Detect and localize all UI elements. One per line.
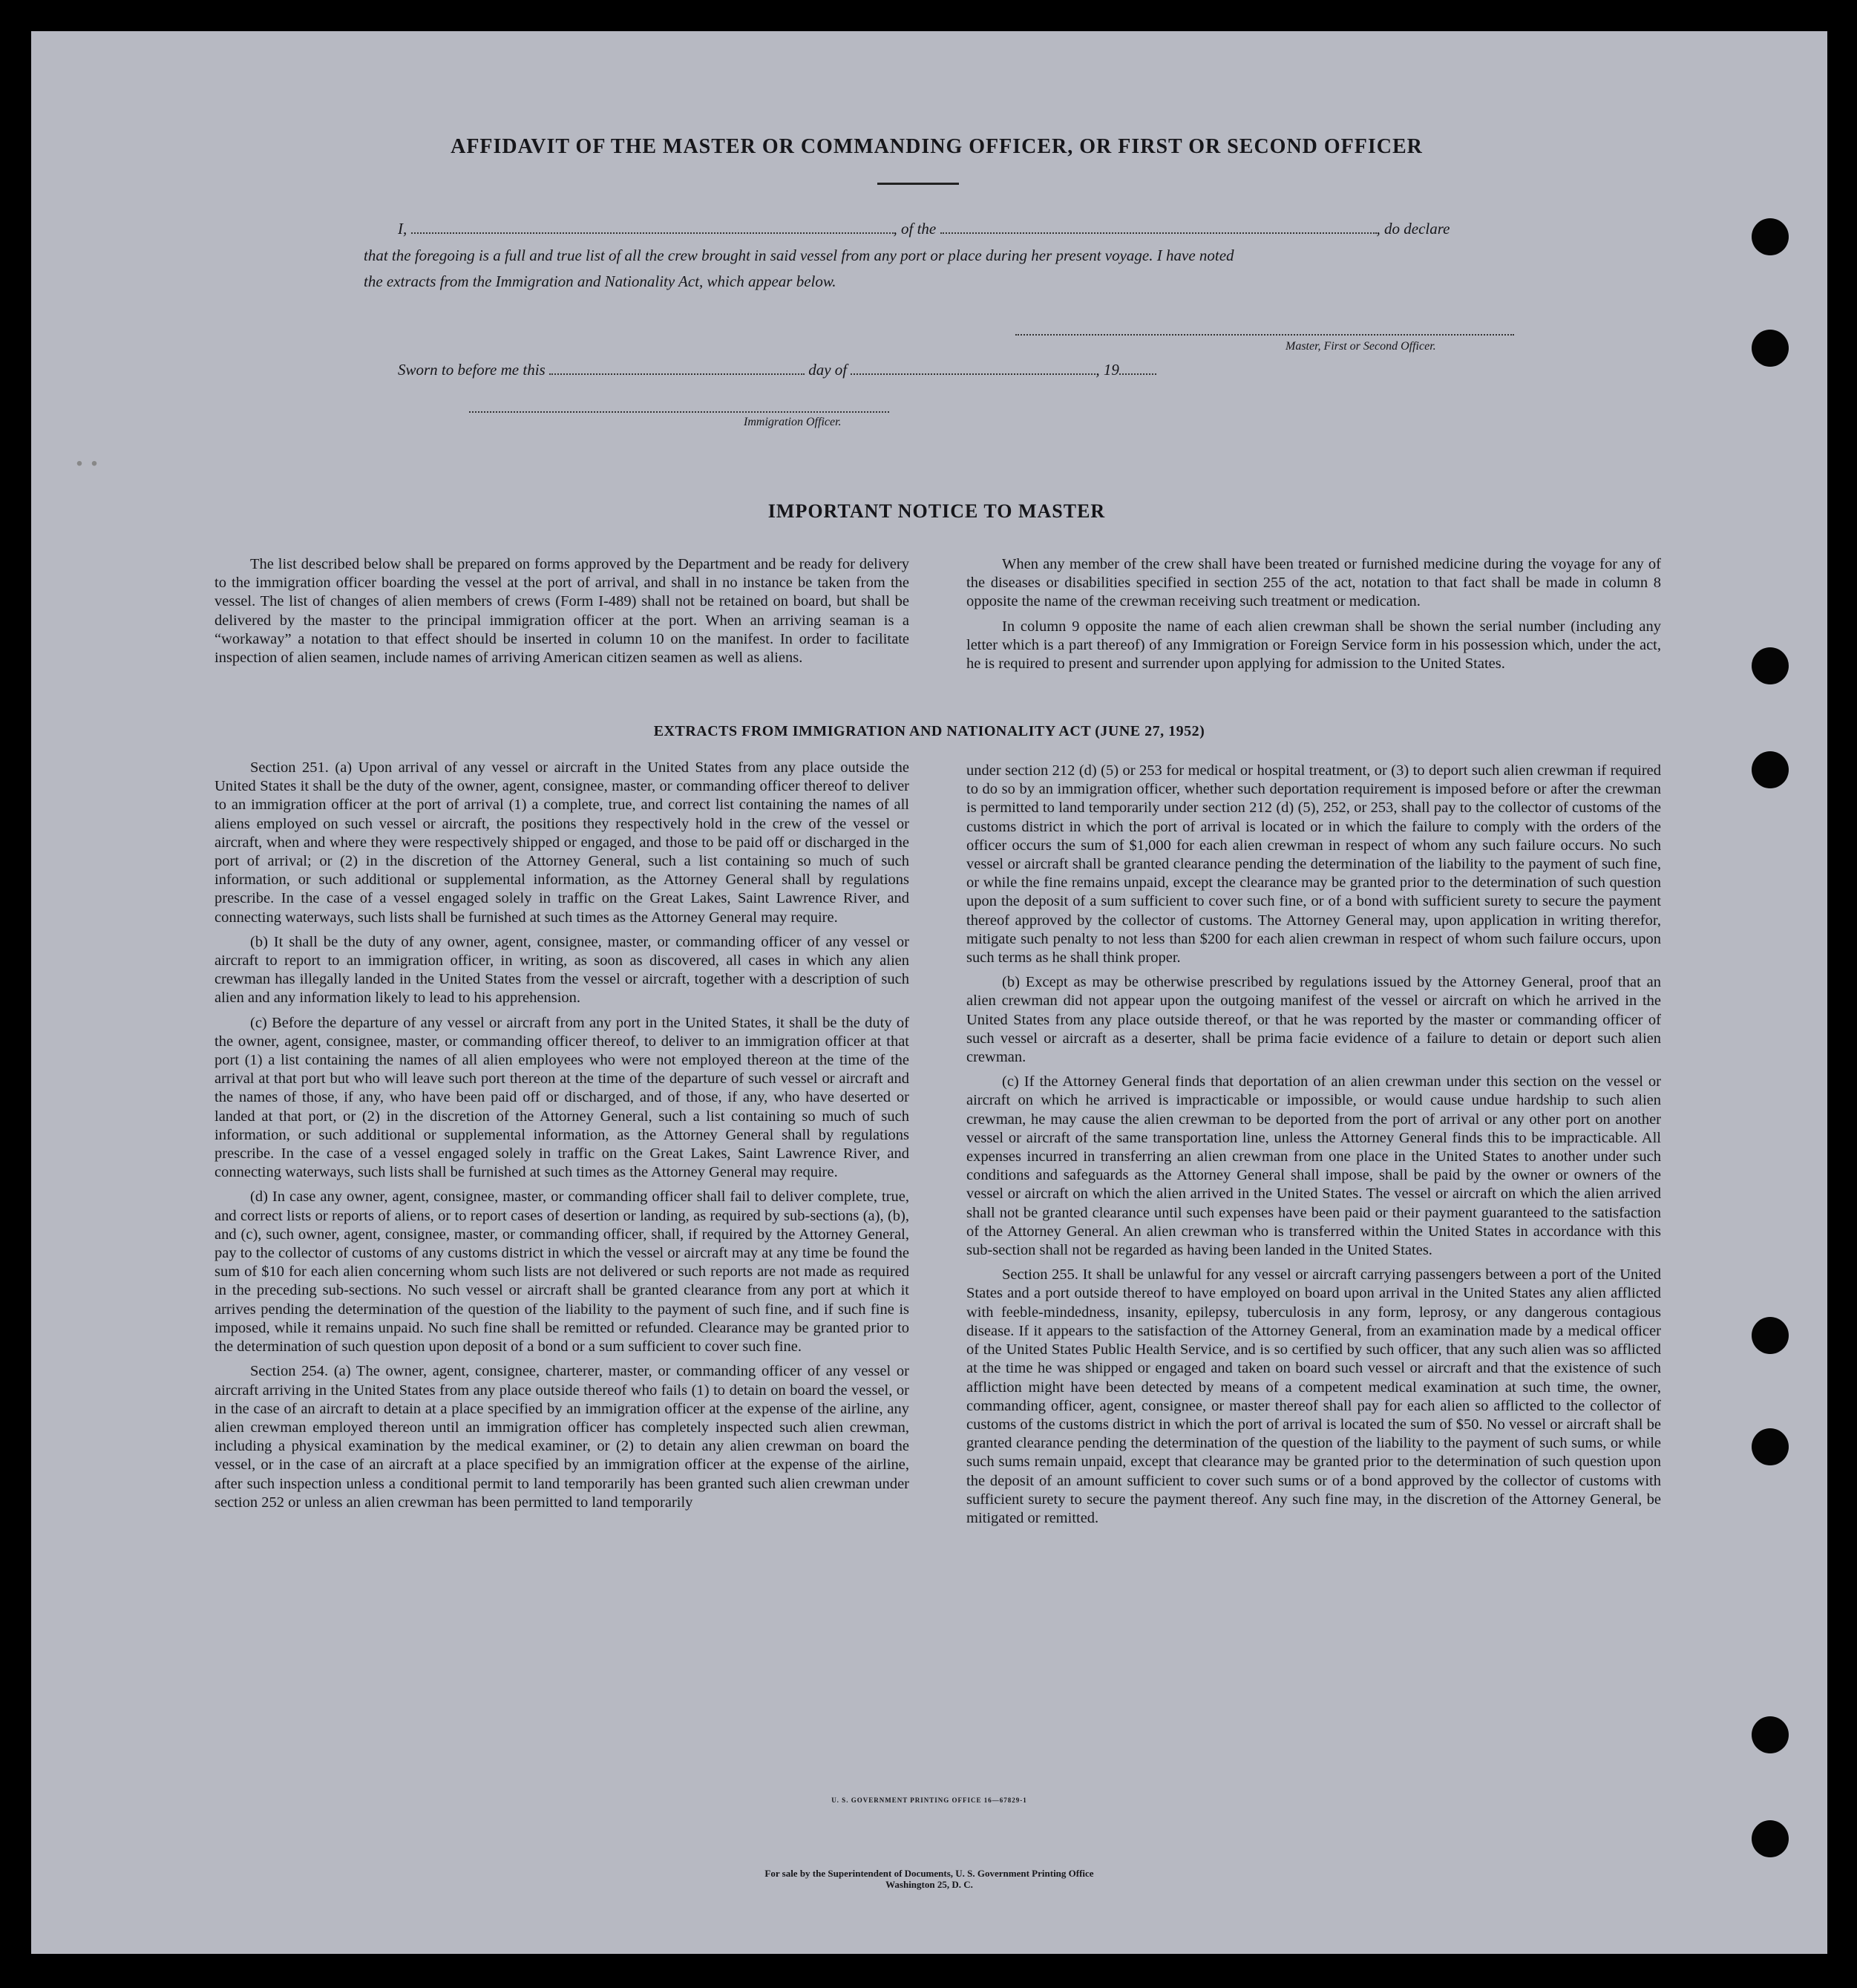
- extract-paragraph: (d) In case any owner, agent, consignee, master, or commanding officer shall fail to deliver complete, true, and correct lists or reports of aliens, or to report cases of desertion or landing, as required by sub-sections (a), (b), and (c), such owner, agent, consignee, master, or commanding officer, shall, if required by the Attorney General, pay to the collector of customs of any customs district in which the vessel or aircraft may at any time be found the sum of $10 for each alien concerning whom such lists are not delivered or such reports are not made as required in the preceding sub-sections. No such vessel or aircraft shall be granted clearance from any port at which it arrives pending the determination of the question of the liability to the payment of such fine, and if such fine is imposed, while it remains unpaid. No such fine shall be remitted or refunded. Clearance may be granted prior to the determination of such question upon deposit of a bond or a sum sufficient to cover such fine.: [214, 1188, 909, 1356]
- officer-signature-line[interactable]: [469, 411, 889, 413]
- sworn-day-field[interactable]: [549, 362, 805, 375]
- extract-paragraph: (c) If the Attorney General finds that deportation of an alien crewman under this section on the vessel or aircraft on which he arrived is impracticable or impossible, or would cause undue hardship to such alien crewman, he may cause the alien crewman to be deported from the port of arrival or any other port on another vessel or aircraft of the same transportation line, unless the Attorney General finds this to be impracticable. All expenses incurred in transferring an alien crewman from one place in the United States to another under such conditions and safeguards as the Attorney General shall impose, shall be paid by the owner or owners of the vessel or aircraft on which the alien arrived in the United States. The vessel or aircraft on which the alien arrived shall not be granted clearance until such expenses have been paid or their payment guaranteed to the satisfaction of the Attorney General. An alien crewman who is transferred within the United States in accordance with this sub-section shall not be regarded as having been landed in the United States.: [966, 1073, 1661, 1259]
- sale-notice: [31, 1868, 1827, 1890]
- affidavit-line-2: that the foregoing is a full and true list of all the crew brought in said vessel from any port or place during her present voyage. I have noted: [364, 246, 1234, 264]
- sworn-year-field[interactable]: [1119, 362, 1156, 375]
- affidavit-title: AFFIDAVIT OF THE MASTER OR COMMANDING OFFICER, OR FIRST OR SECOND OFFICER: [451, 135, 1423, 158]
- extracts-left-column: [214, 759, 909, 1518]
- extract-paragraph: (b) It shall be the duty of any owner, agent, consignee, master, or commanding officer of any vessel or aircraft to report to an immigration officer, in writing, as soon as discovered, all cases in which any alien crewman has illegally landed in the United States from the vessel or aircraft, together with a description of such alien and any information likely to lead to his apprehension.: [214, 933, 909, 1007]
- punch-hole: [1752, 647, 1789, 684]
- stray-mark: . .: [76, 439, 98, 472]
- affidavit-i: I,: [398, 220, 407, 238]
- notice-title: IMPORTANT NOTICE TO MASTER: [767, 500, 1106, 522]
- sale-line-2: Washington 25, D. C.: [885, 1879, 973, 1890]
- extract-paragraph: under section 212 (d) (5) or 253 for medical or hospital treatment, or (3) to deport such alien crewman if required to do so by an immigration officer, whether such deportation requirement is imposed before or after the crewman is permitted to land temporarily under section 212 (d) (5), 252, or 253, shall pay to the collector of customs of the customs district in which the port of arrival is located or in which the failure to comply with the orders of the officer occurs the sum of $1,000 for each alien crewman in respect of whom any such failure occurs. No such vessel or aircraft shall be granted clearance pending the determination of the liability to the payment of such fine, or while the fine remains unpaid, except the clearance may be granted prior to the determination of such question upon the deposit of a sum sufficient to cover such fine, or of a bond with sufficient surety to secure the payment thereof approved by the collector of customs. The Attorney General may, upon application in writing therefor, mitigate such penalty to not less than $200 for each alien crewman in respect of whom such failure occurs, upon such terms as he shall think proper.: [966, 762, 1661, 967]
- punch-hole: [1752, 1428, 1789, 1465]
- extracts-right-column: [966, 762, 1661, 1534]
- form-page: [31, 31, 1827, 1954]
- punch-hole: [1752, 330, 1789, 367]
- master-signature-label: Master, First or Second Officer.: [1286, 340, 1436, 353]
- notice-right-column: [966, 555, 1661, 679]
- extract-paragraph: Section 251. (a) Upon arrival of any vessel or aircraft in the United States from any place outside the United States it shall be the duty of the owner, agent, consignee, master, or commanding officer thereof to deliver to an immigration officer at the port of arrival (1) a complete, true, and correct list containing the names of all aliens employed on such vessel or aircraft, the positions they respectively hold in the crew of the vessel or aircraft, when and where they were respectively shipped or engaged, and those to be paid off or discharged in the port of arrival; or (2) in the discretion of the Attorney General, such a list containing so much of such information, or such additional or supplemental information, as the Attorney General shall by regulations prescribe. In the case of a vessel engaged solely in traffic on the Great Lakes, Saint Lawrence River, and connecting waterways, such lists shall be furnished at such times as the Attorney General may require.: [214, 759, 909, 926]
- notice-left-paragraph: The list described below shall be prepared on forms approved by the Department and be ready for delivery to the immigration officer boarding the vessel at the port of arrival, and shall in no instance be taken from the vessel. The list of changes of alien members of crews (Form I-489) shall not be retained on board, but shall be delivered by the master to the principal immigration officer at the port. When an arriving seaman is a “workaway” a notation to that effect should be inserted in column 10 on the manifest. In order to facilitate inspection of alien seamen, include names of arriving American citizen seamen as well as aliens.: [214, 556, 909, 667]
- name-field[interactable]: [411, 220, 894, 234]
- punch-hole: [1752, 1820, 1789, 1857]
- extract-paragraph: Section 254. (a) The owner, agent, consignee, charterer, master, or commanding officer of any vessel or aircraft arriving in the United States from any place outside thereof who fails (1) to detain on board the vessel, or in the case of an aircraft to detain at a place specified by an immigration officer at the expense of the airline, any alien crewman employed thereon until an immigration officer has completely inspected such alien crewman, including a physical examination by the medical examiner, or (2) to detain any alien crewman on board the vessel, or in the case of an aircraft at a place specified by an immigration officer at the expense of the airline, after such inspection unless a conditional permit to land temporarily has been granted such alien crewman under section 252 or unless an alien crewman has been permitted to land temporarily: [214, 1363, 909, 1511]
- extract-paragraph: (c) Before the departure of any vessel or aircraft from any port in the United States, it shall be the duty of the owner, agent, consignee, master, or commanding officer thereof, to deliver to an immigration officer at that port (1) a list containing the names of all alien employees who were not employed thereon at the time of the arrival at that port but who will leave such port thereon at the time of the departure of such vessel or aircraft and the names of those, if any, who have been paid off or discharged, and of those, if any, who have deserted or landed at that port, or (2) in the discretion of the Attorney General, such a list containing so much of such information, or such additional or supplemental information, as the Attorney General shall by regulations prescribe. In the case of a vessel engaged solely in traffic on the Great Lakes, Saint Lawrence River, and connecting waterways, such lists shall be furnished at such times as the Attorney General may require.: [214, 1014, 909, 1181]
- vessel-field[interactable]: [940, 220, 1377, 234]
- punch-hole: [1752, 1716, 1789, 1753]
- extract-paragraph: Section 255. It shall be unlawful for any vessel or aircraft carrying passengers between a port of the United States and a port outside thereof to have employed on board upon arrival in the United States any alien afflicted with feeble-mindedness, insanity, epilepsy, tuberculosis in any form, leprosy, or any dangerous contagious disease. If it appears to the satisfaction of the Attorney General, from an examination made by a medical officer of the United States Public Health Service, and is so certified by such officer, that any such alien was so afflicted at the time he was shipped or engaged and taken on board such vessel or aircraft and that the existence of such affliction might have been detected by means of a competent medical examination at such time, the owner, commanding officer, agent, consignee, or master thereof shall pay for each alien so afflicted to the collector of customs of the customs district in which the port of arrival is located the sum of $50. No vessel or aircraft shall be granted clearance pending the determination of the question of the liability to the payment of such sums, or while such sums remain unpaid, except that clearance may be granted prior to the determination of such question upon the deposit of an amount sufficient to cover such sums or of a bond approved by the collector of customs with sufficient surety to secure the payment thereof. Any such fine may, in the discretion of the Attorney General, be mitigated or remitted.: [966, 1266, 1661, 1526]
- year-prefix: , 19: [1095, 361, 1119, 379]
- day-of-text: day of: [808, 361, 848, 379]
- affidavit-declare: , do declare: [1376, 220, 1450, 238]
- sworn-line: [398, 361, 1156, 379]
- punch-hole: [1752, 218, 1789, 255]
- extract-paragraph: (b) Except as may be otherwise prescribed by regulations issued by the Attorney General, proof that an alien crewman did not appear upon the outgoing manifest of the vessel or aircraft on which he arrived in the United States from any place outside thereof, or that he was reported by the master or commanding officer of such vessel or aircraft as a deserter, shall be prima facie evidence of a failure to detain or deport such alien crewman.: [966, 974, 1661, 1066]
- notice-right-paragraph-2: In column 9 opposite the name of each alien crewman shall be shown the serial number (including any letter which is a part thereof) of any Immigration or Foreign Service form in his possession which, under the act, he is required to present and surrender upon applying for admission to the United States.: [966, 618, 1661, 673]
- printing-office-line: U. S. GOVERNMENT PRINTING OFFICE 16—67829-1: [831, 1796, 1027, 1804]
- master-signature-line[interactable]: [1015, 334, 1514, 336]
- extracts-title: EXTRACTS FROM IMMIGRATION AND NATIONALITY ACT (JUNE 27, 1952): [653, 723, 1205, 739]
- officer-signature-label: Immigration Officer.: [744, 416, 842, 428]
- punch-hole: [1752, 751, 1789, 788]
- sale-line-1: For sale by the Superintendent of Documents, U. S. Government Printing Office: [764, 1868, 1094, 1879]
- title-rule: [877, 183, 959, 185]
- affidavit-of-the: , of the: [893, 220, 937, 238]
- sworn-text: Sworn to before me this: [398, 361, 546, 379]
- sworn-month-field[interactable]: [851, 362, 1095, 375]
- punch-hole: [1752, 1317, 1789, 1354]
- notice-right-paragraph-1: When any member of the crew shall have been treated or furnished medicine during the voyage for any of the diseases or disabilities specified in section 255 of the act, notation to that fact shall be made in column 8 opposite the name of the crewman receiving such treatment or medication.: [966, 556, 1661, 610]
- affidavit-line-3: the extracts from the Immigration and Nationality Act, which appear below.: [364, 272, 836, 290]
- notice-left-column: [214, 555, 909, 673]
- affidavit-line-1: [398, 220, 1541, 238]
